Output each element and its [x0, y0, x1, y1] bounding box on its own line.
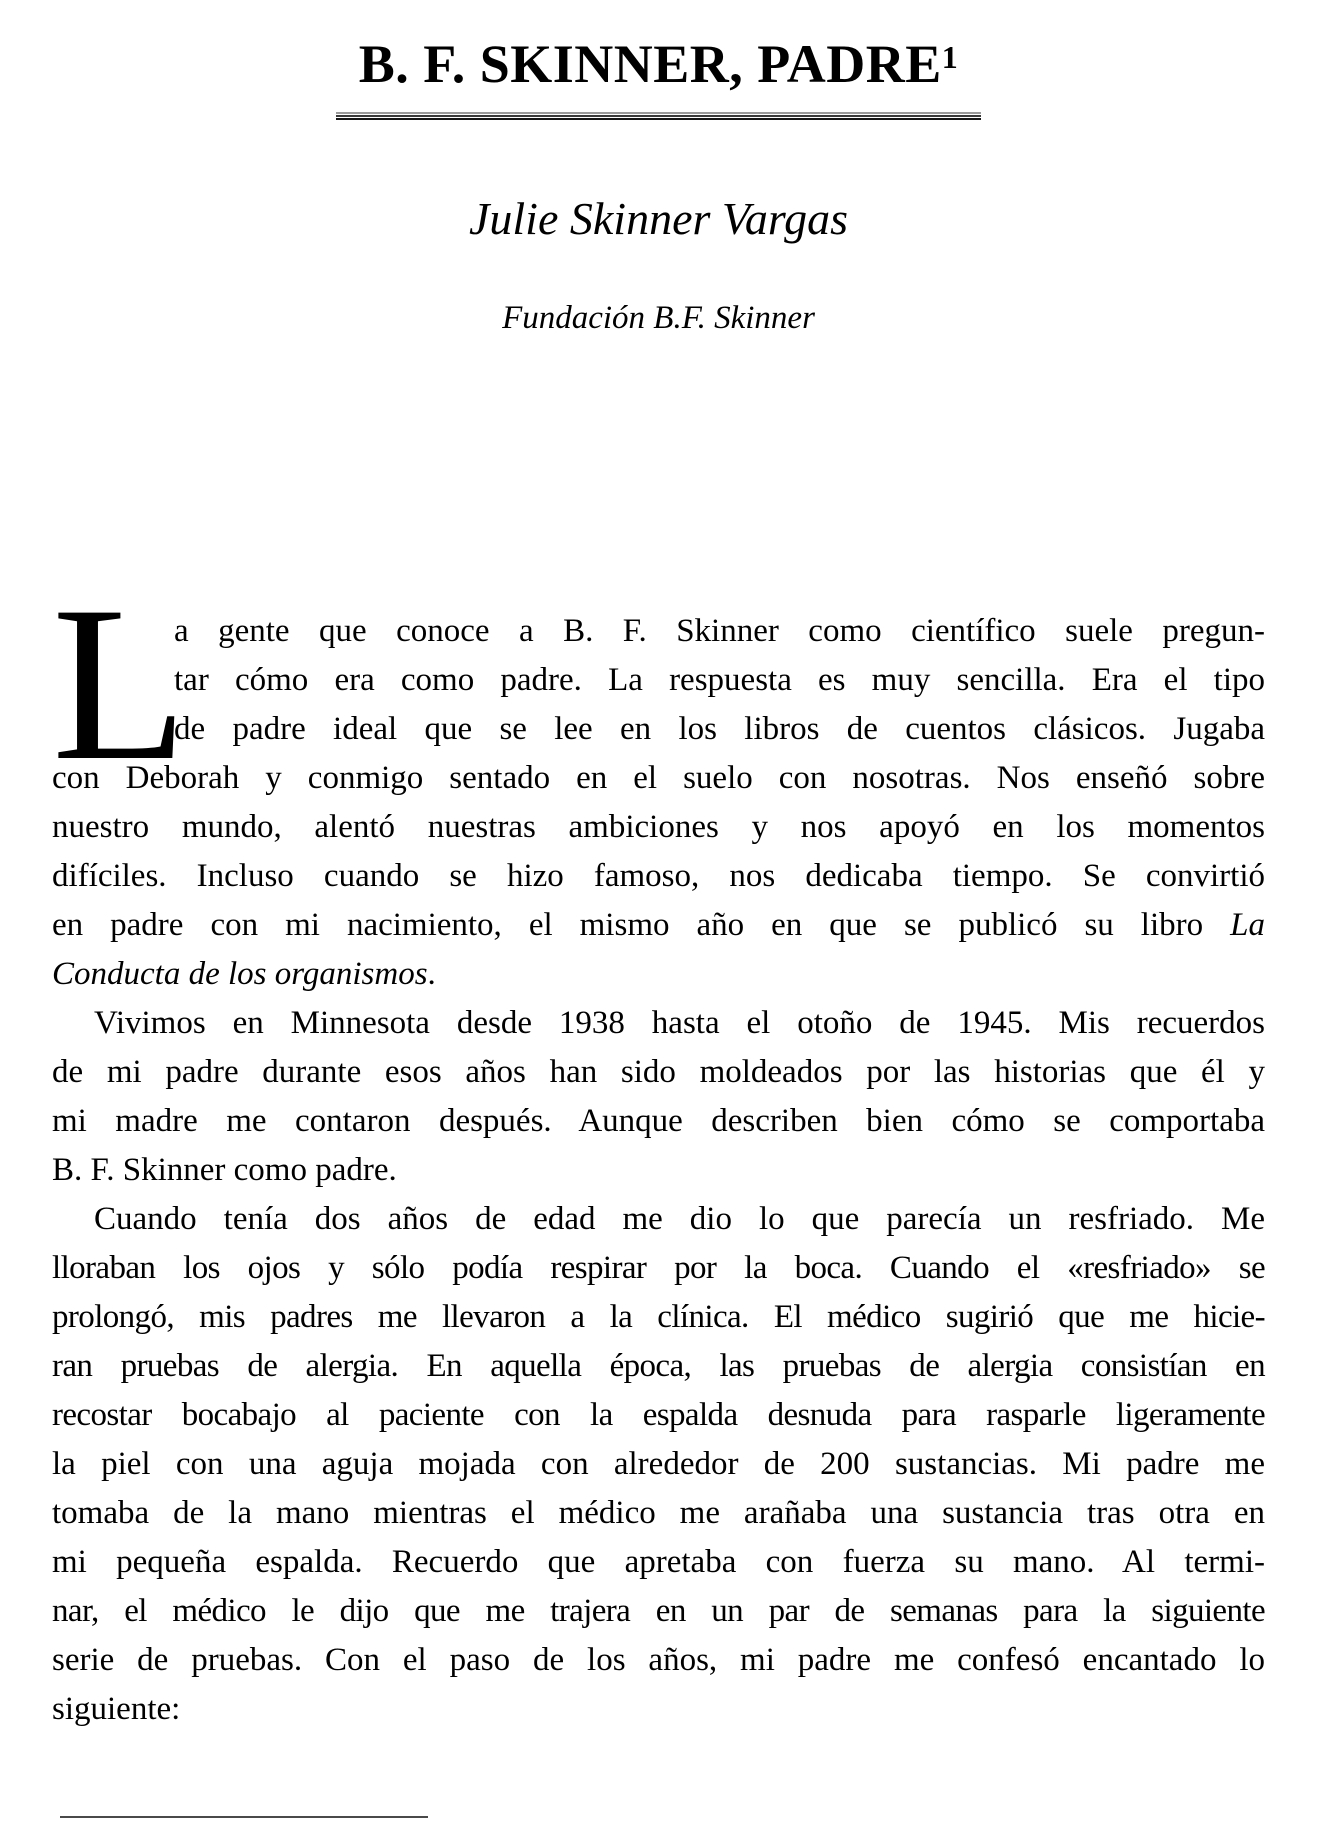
text-segment: con Deborah y conmigo sentado en el suelo con nosotras. Nos enseñó sobre — [52, 760, 1265, 796]
rule-line-top — [336, 112, 981, 114]
italic-text: Conducta de los organismos — [52, 956, 428, 992]
rule-line-bottom — [336, 118, 981, 120]
text-segment: Vivimos en Minnesota desde 1938 hasta el otoño de 1945. Mis recuerdos — [94, 1005, 1265, 1041]
text-line — [52, 950, 1265, 999]
text-line — [52, 1244, 1265, 1293]
text-segment: en padre con mi nacimiento, el mismo año en que se publicó su libro — [52, 907, 1231, 943]
text-segment: lloraban los ojos y sólo podía respirar por la boca. Cuando el «resfriado» se — [52, 1250, 1265, 1286]
text-line — [52, 1146, 1265, 1195]
text-line — [52, 656, 1265, 705]
page-title-text: B. F. SKINNER, PADRE — [358, 34, 942, 94]
text-line — [52, 705, 1265, 754]
paragraph — [52, 999, 1265, 1195]
text-segment: difíciles. Incluso cuando se hizo famoso, nos dedicaba tiempo. Se convirtió — [52, 858, 1265, 894]
text-line — [52, 1685, 1265, 1734]
text-line — [52, 1048, 1265, 1097]
text-segment: siguiente: — [52, 1691, 181, 1727]
text-line — [52, 754, 1265, 803]
text-segment: mi madre me contaron después. Aunque describen bien cómo se comportaba — [52, 1103, 1265, 1139]
text-segment: B. F. Skinner como padre. — [52, 1152, 397, 1188]
text-segment: de padre ideal que se lee en los libros de cuentos clásicos. Jugaba — [174, 711, 1265, 747]
drop-cap — [52, 561, 188, 807]
text-segment: tar cómo era como padre. La respuesta es muy sencilla. Era el tipo — [174, 662, 1265, 698]
footnote-separator-rule — [60, 1816, 428, 1818]
text-line — [52, 803, 1265, 852]
text-segment: a gente que conoce a B. F. Skinner como científico suele pregun- — [174, 613, 1265, 649]
text-segment: recostar bocabajo al paciente con la espalda desnuda para rasparle ligeramente — [52, 1397, 1265, 1433]
text-line — [52, 1489, 1265, 1538]
title-footnote-marker: 1 — [941, 39, 959, 75]
text-line — [52, 1587, 1265, 1636]
text-line — [52, 1636, 1265, 1685]
text-line — [52, 901, 1265, 950]
text-segment: nuestro mundo, alentó nuestras ambiciones y nos apoyó en los momentos — [52, 809, 1265, 845]
text-line — [52, 1440, 1265, 1489]
title-divider-rule — [336, 112, 981, 120]
text-line — [52, 607, 1265, 656]
text-segment: mi pequeña espalda. Recuerdo que apretaba con fuerza su mano. Al termi- — [52, 1544, 1265, 1580]
text-segment: la piel con una aguja mojada con alrededor de 200 sustancias. Mi padre me — [52, 1446, 1265, 1482]
italic-text: La — [1230, 907, 1265, 943]
text-line — [52, 999, 1265, 1048]
text-line — [52, 1293, 1265, 1342]
author-name: Julie Skinner Vargas — [468, 193, 848, 244]
drop-cap-letter: L — [52, 561, 188, 807]
text-line — [52, 1342, 1265, 1391]
text-segment: . — [427, 956, 436, 992]
author-affiliation: Fundación B.F. Skinner — [502, 300, 815, 336]
page-content — [52, 0, 1265, 1734]
article-body — [52, 561, 1265, 1734]
text-segment: nar, el médico le dijo que me trajera en un par de semanas para la siguiente — [52, 1593, 1265, 1629]
text-segment: prolongó, mis padres me llevaron a la clínica. El médico sugirió que me hicie- — [52, 1299, 1265, 1335]
text-segment: serie de pruebas. Con el paso de los años, mi padre me confesó encantado lo — [52, 1642, 1265, 1678]
text-segment: tomaba de la mano mientras el médico me arañaba una sustancia tras otra en — [52, 1495, 1265, 1531]
text-segment: Cuando tenía dos años de edad me dio lo que parecía un resfriado. Me — [94, 1201, 1265, 1237]
paragraph — [52, 1195, 1265, 1734]
text-segment: de mi padre durante esos años han sido moldeados por las historias que él y — [52, 1054, 1265, 1090]
text-segment: ran pruebas de alergia. En aquella época, las pruebas de alergia consistían en — [52, 1348, 1265, 1384]
text-line — [52, 1195, 1265, 1244]
page-title — [52, 34, 1265, 94]
paragraph — [52, 561, 1265, 999]
text-line — [52, 1391, 1265, 1440]
text-line — [52, 1097, 1265, 1146]
text-line — [52, 852, 1265, 901]
text-line — [52, 1538, 1265, 1587]
rule-line-middle — [336, 115, 981, 117]
